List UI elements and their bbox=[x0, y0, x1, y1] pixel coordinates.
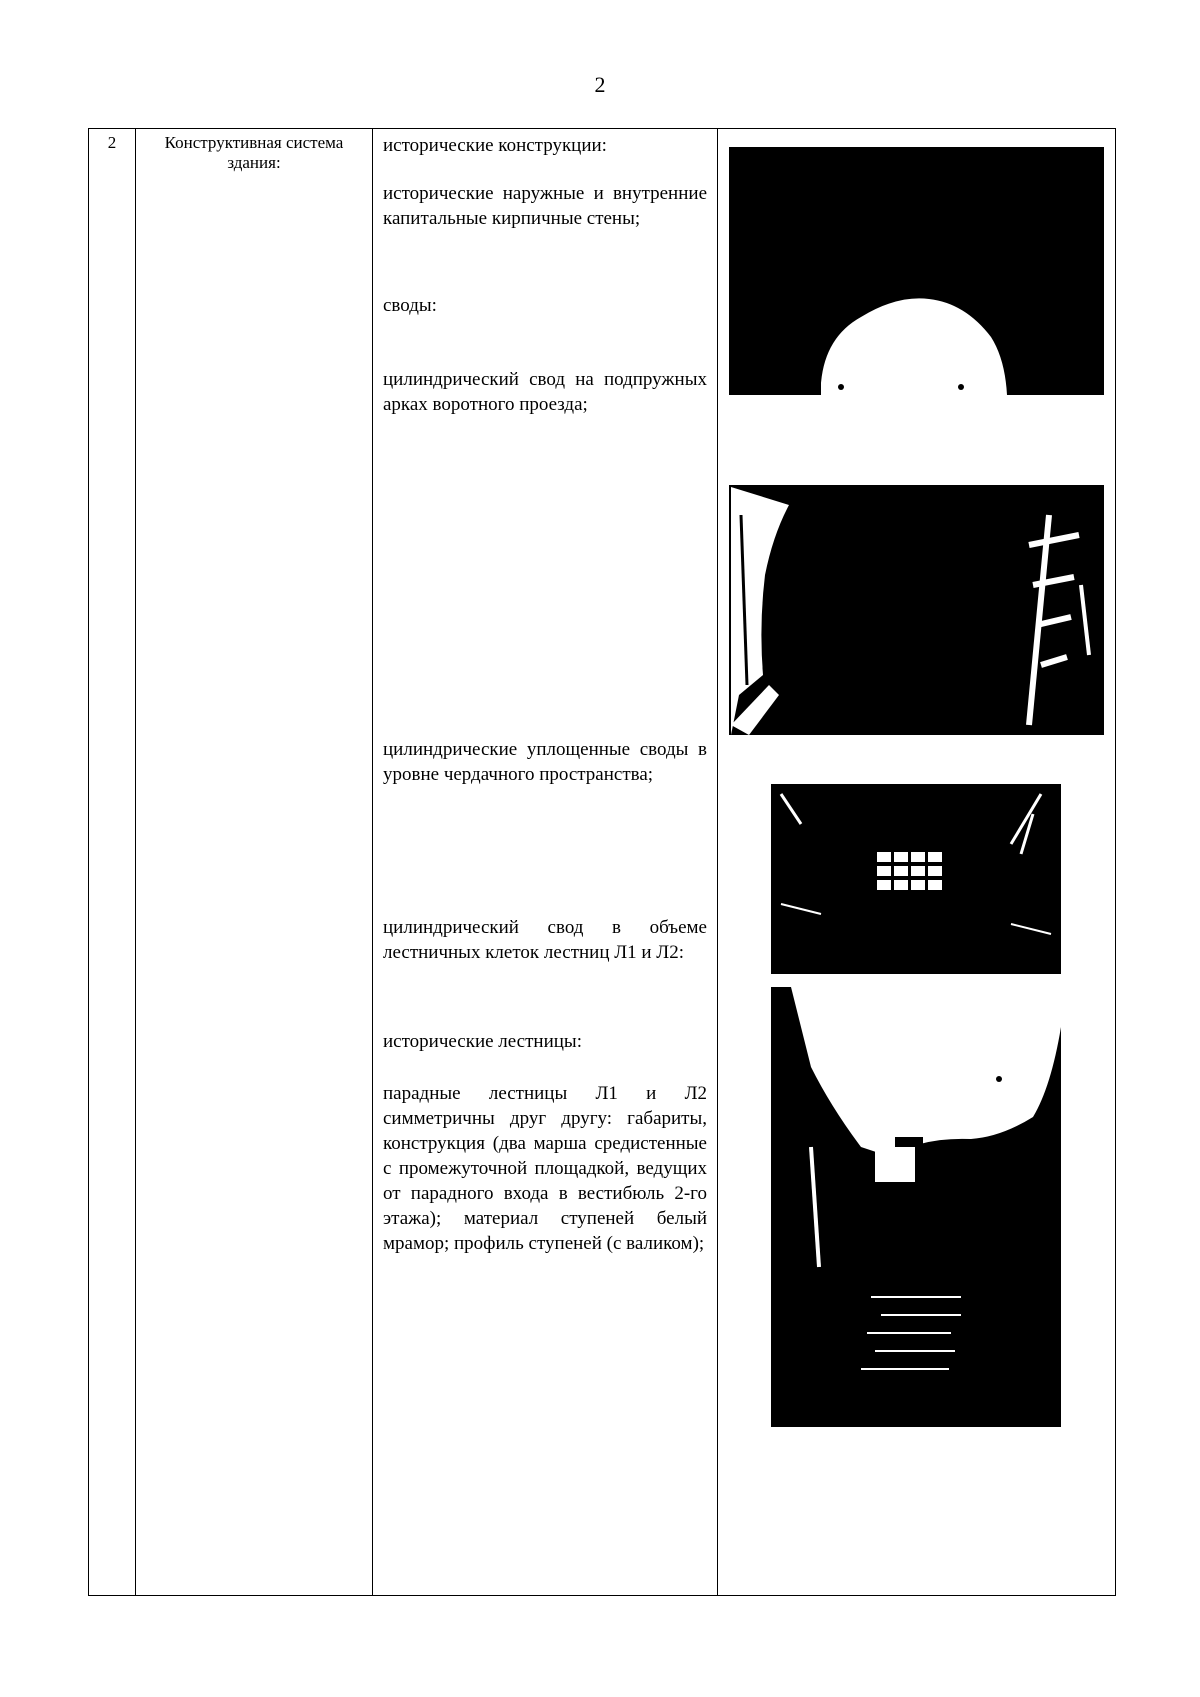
row-number: 2 bbox=[107, 133, 117, 152]
photo-staircase bbox=[771, 987, 1061, 1427]
paragraph-historic-structures: исторические конструкции: bbox=[383, 135, 607, 156]
paragraph-gate-vault: цилиндрический свод на подпружных арках воротного проезда; bbox=[383, 369, 707, 415]
paragraph-vaults: своды: bbox=[383, 295, 437, 316]
paragraph-main-stairs: парадные лестницы Л1 и Л2 симметричны друг другу: габариты, конструкция (два марша средистенные с промежуточной площадкой, ведущих от парадного входа в вестибюль 2-го этажа); материал ступеней белый мрамор; профиль ступеней (с валиком); bbox=[383, 1083, 707, 1254]
photo-attic-vault bbox=[771, 784, 1061, 974]
photo-gate-passage bbox=[729, 485, 1104, 735]
photo-vault-arch bbox=[729, 147, 1104, 395]
paragraph-stair-vault: цилиндрический свод в объеме лестничных клеток лестниц Л1 и Л2: bbox=[383, 917, 707, 963]
paragraph-attic-vaults: цилиндрические уплощенные своды в уровне чердачного пространства; bbox=[383, 739, 707, 785]
column-divider bbox=[717, 129, 718, 1595]
paragraph-walls: исторические наружные и внутренние капитальные кирпичные стены; bbox=[383, 183, 707, 229]
monument-features-table bbox=[88, 128, 1116, 1596]
column-divider bbox=[135, 129, 136, 1595]
column-divider bbox=[372, 129, 373, 1595]
page-number: 2 bbox=[594, 72, 606, 97]
paragraph-historic-stairs: исторические лестницы: bbox=[383, 1031, 582, 1052]
category-cell: Конструктивная система здания: bbox=[164, 133, 344, 172]
